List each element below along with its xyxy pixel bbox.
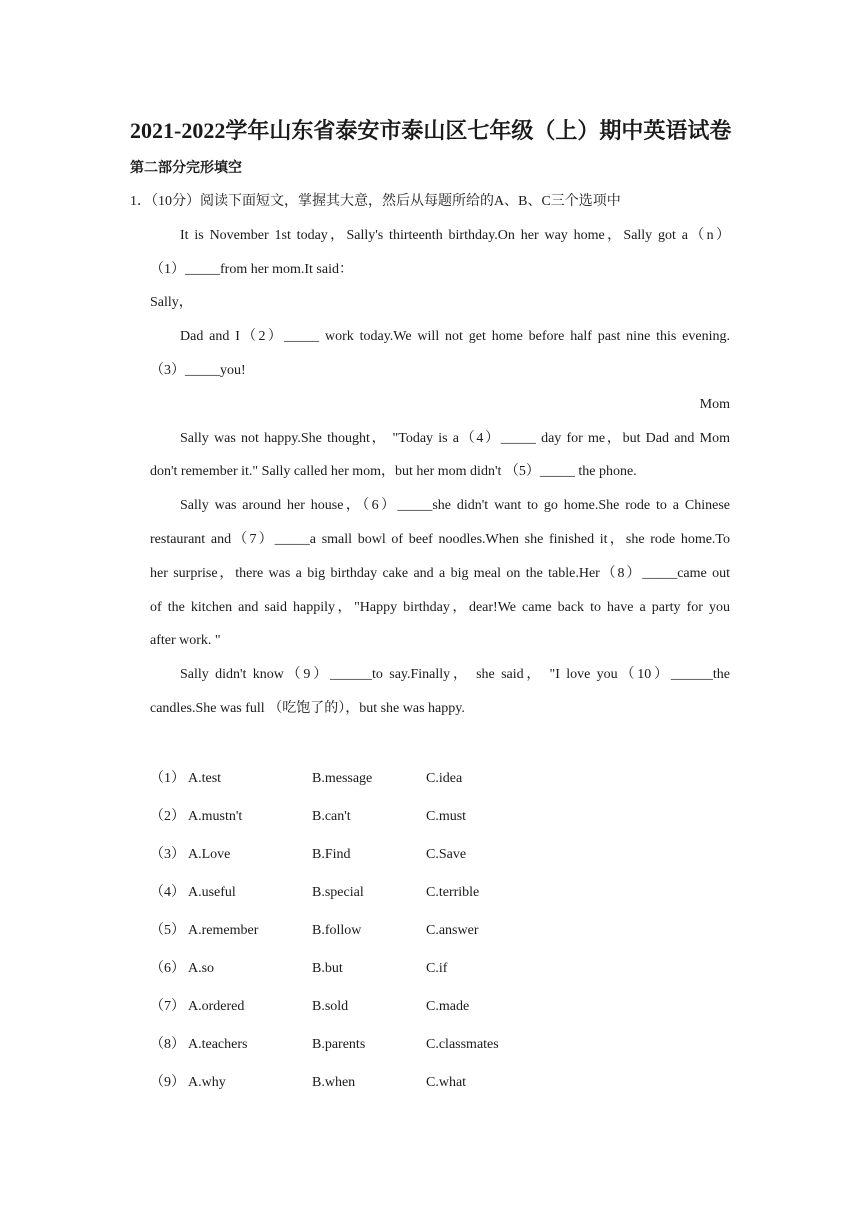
option-a: A.remember — [188, 923, 259, 938]
option-c: C.answer — [426, 923, 479, 938]
option-a: A.mustn't — [188, 809, 243, 824]
passage-line: Sally didn't know（9）______to say.Finally， she said， "I love you（10）______the — [180, 667, 730, 682]
option-a: A.teachers — [188, 1037, 248, 1052]
passage-line: of the kitchen and said happily，"Happy birthday，dear!We came back to have a party for you — [150, 600, 730, 615]
option-number: （5） — [150, 923, 185, 938]
option-number: （2） — [150, 809, 185, 824]
option-c: C.classmates — [426, 1037, 499, 1052]
option-b: B.follow — [312, 923, 362, 938]
option-a: A.test — [188, 771, 222, 786]
option-number: （8） — [150, 1037, 185, 1052]
passage-line: （3）_____you! — [150, 363, 246, 378]
option-number: （4） — [150, 885, 185, 900]
passage-line: don't remember it." Sally called her mom，but her mom didn't （5）_____ the phone. — [150, 464, 637, 479]
section-heading: 第二部分完形填空 — [130, 161, 242, 176]
passage-line: candles.She was full （吃饱了的），but she was happy. — [150, 701, 465, 716]
option-c: C.if — [426, 961, 448, 976]
option-c: C.must — [426, 809, 467, 824]
option-b: B.can't — [312, 809, 351, 824]
passage-line: Dad and I（2）_____ work today.We will not get home before half past nine this evening. — [180, 329, 730, 344]
passage-line: restaurant and（7）_____a small bowl of beef noodles.When she finished it，she rode home.To — [150, 532, 730, 547]
passage-line: （1）_____from her mom.It said： — [150, 262, 353, 277]
option-b: B.special — [312, 885, 364, 900]
option-number: （3） — [150, 847, 185, 862]
option-b: B.parents — [312, 1037, 366, 1052]
option-b: B.when — [312, 1075, 356, 1090]
option-number: （7） — [150, 999, 185, 1014]
passage-line: after work. " — [150, 633, 221, 648]
option-number: （1） — [150, 771, 185, 786]
passage-line: Sally， — [150, 295, 193, 310]
option-b: B.but — [312, 961, 343, 976]
option-c: C.terrible — [426, 885, 480, 900]
passage-line: Sally was not happy.She thought， "Today is a（4）_____ day for me，but Dad and Mom — [180, 431, 730, 446]
option-b: B.Find — [312, 847, 351, 862]
question-header: 1．（10分）阅读下面短文，掌握其大意，然后从每题所给的A、B、C三个选项中 — [130, 194, 621, 209]
option-c: C.what — [426, 1075, 467, 1090]
document-title: 2021-2022学年山东省泰安市泰山区七年级（上）期中英语试卷 — [130, 118, 732, 143]
passage-line: It is November 1st today，Sally's thirteenth birthday.On her way home，Sally got a（n） — [180, 228, 730, 243]
option-c: C.idea — [426, 771, 463, 786]
option-a: A.why — [188, 1075, 226, 1090]
option-number: （9） — [150, 1075, 185, 1090]
option-b: B.sold — [312, 999, 349, 1014]
option-a: A.ordered — [188, 999, 245, 1014]
passage-signature: Mom — [699, 397, 730, 412]
passage-line: Sally was around her house，（6）_____she didn't want to go home.She rode to a Chinese — [180, 498, 730, 513]
option-number: （6） — [150, 961, 185, 976]
option-a: A.so — [188, 961, 215, 976]
passage-line: her surprise，there was a big birthday cake and a big meal on the table.Her（8）_____came out — [150, 566, 730, 581]
option-a: A.useful — [188, 885, 236, 900]
option-c: C.made — [426, 999, 470, 1014]
option-a: A.Love — [188, 847, 231, 862]
option-b: B.message — [312, 771, 373, 786]
option-c: C.Save — [426, 847, 467, 862]
